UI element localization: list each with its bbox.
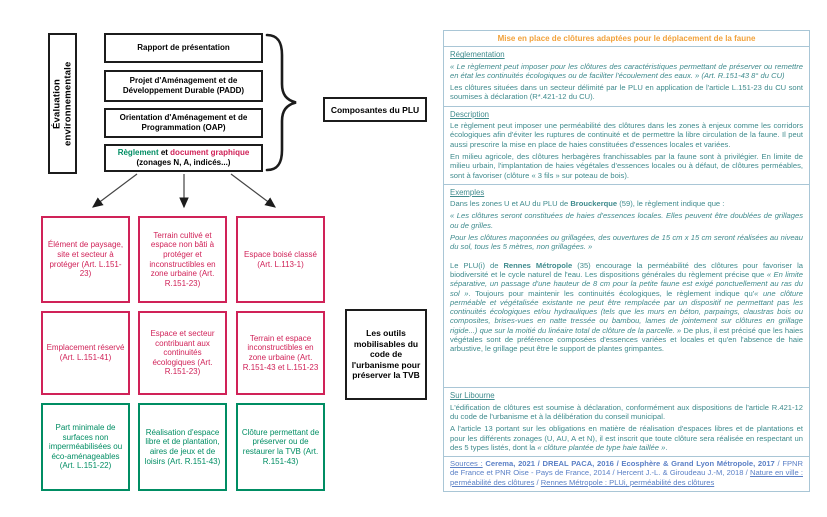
reglementation-p2: Les clôtures situées dans un secteur délimité par le PLU en application de l'article L.151-23 du CU sont soumises à déclaration (R*.421-12 du CU).	[450, 83, 803, 102]
padd-label: Projet d'Aménagement et de Développement Durable (PADD)	[122, 76, 245, 95]
grid-cell-part-minimale: Part minimale de surfaces non imperméabilisées ou éco-aménageables (Art. L.151-22)	[41, 403, 130, 491]
sources-label: Sources :	[450, 459, 483, 469]
description-p1: Le règlement peut imposer une perméabilité des clôtures dans les zones à enjeux comme les corridors écologiques afin d'éviter les ruptures de continuité et de permettre la libre circulation de la faune. Il peut aussi prescrire la mise en place de haies constituées d'essences locales et variées.	[450, 121, 803, 149]
brouckerque-quote1: « Les clôtures seront constituées de haies d'essences locales. Elles peuvent être doublées de grillages ou de grilles.	[450, 211, 803, 230]
rapport-presentation-label: Rapport de présentation	[137, 43, 230, 52]
description-p2: En milieu agricole, des clôtures herbagères franchissables par la faune sont à privilégier. En limite de milieu urbain, l'implantation de haies végétales d'essences locales ou à défaut, de clôtures perméables, sont à favoriser (clôture « 3 fils » sur poteau de bois).	[450, 151, 803, 180]
libourne-p1: L'édification de clôtures est soumise à déclaration, conformément aux dispositions de l'article R.421-12 du code de l'urbanisme et à la délibération du conseil municipal.	[450, 402, 803, 421]
rennes-name: Rennes Métropole	[503, 260, 573, 270]
reglementation-quote: « Le règlement peut imposer pour les clôtures des caractéristiques permettant de préserver ou remettre en état les continuités écologiques ou de faciliter l'écoulement des eaux. » (Art. R.151-43 8° du CU)	[450, 61, 803, 80]
grid-cell-terrain-cultive: Terrain cultivé et espace non bâti à protéger et inconstructibles en zone urbaine (Art. R.151-23)	[138, 216, 227, 303]
reglement-line2: (zonages N, A, indicés...)	[136, 158, 231, 167]
rennes-quote2: « une clôture perméable et végétalisée existante ne peut être remplacée par un dispositif ne permettant pas les continuités écologiques et/ou hydrauliques (tels que les murs en béton, parpaings, claustras bois ou composites, brises-vues en natte tressée ou bambou, lames de jointement sur clôtures en grillage rigide...) que sur la moitié du linéaire total de clôture de la parcelle. »	[450, 288, 804, 335]
grid-cell-element-paysage: Élément de paysage, site et secteur à protéger (Art. L.151-23)	[41, 216, 130, 303]
fiche-title: Mise en place de clôtures adaptées pour le déplacement de la faune	[497, 34, 756, 43]
outils-mobilisables-box	[345, 309, 427, 400]
outils-mobilisables-label: Les outils mobilisables du code de l'urbanisme pour préserver la TVB	[351, 328, 421, 381]
arrow-to-col3	[231, 174, 275, 207]
rennes-quote1: « En limite séparative, un passage d'une hauteur de 8 cm pour la petite faune est exigé ponctuellement au ras du sol »	[450, 269, 803, 298]
rennes-paragraph: Le PLU(i) de Rennes Métropole (35) encourage la perméabilité des clôtures pour favoriser la biodiversité et le cycle naturel de l'eau. Les dispositions générales du règlement précise que « En limite séparative, un passage d'une hauteur de 8 cm pour la petite faune est exigé ponctuellement au ras du sol ». Toujours pour maintenir les continuités écologiques, le règlement indique qu'« une clôture perméable et végétalisée existante ne peut être remplacée par un dispositif ne permettant pas les continuités écologiques et/ou hydrauliques (tels que les murs en béton, parpaings, claustras bois ou composites, brises-vues en natte tressée ou bambou, lames de jointement sur clôtures en grillage rigide...) que sur la moitié du linéaire total de clôture de la parcelle. » De plus, il est précisé que les haies végétales sont de préférence composées d'essences variées et locales et qu'en l'absence de haie arbustive, le grillage peut être le support de plantes grimpantes.	[450, 260, 804, 354]
evaluation-environnementale-box	[48, 33, 77, 174]
brouckerque-name: Brouckerque	[570, 199, 618, 209]
rapport-presentation-box	[104, 33, 263, 63]
link-nature-en-ville[interactable]: Nature en ville : perméabilité des clôtures	[450, 468, 803, 487]
grid-cell-espace-boise: Espace boisé classé (Art. L.113-1)	[236, 216, 325, 303]
grid-cell-emplacement-reserve: Emplacement réservé (Art. L.151-41)	[41, 311, 130, 395]
section-reglementation	[444, 46, 809, 105]
reglement-line1: Règlement et document graphique	[117, 148, 250, 157]
section-description	[444, 106, 809, 184]
composantes-plu-label: Composantes du PLU	[330, 104, 420, 115]
section-libourne	[444, 387, 809, 456]
evaluation-environnementale-label: Évaluation environnementale	[51, 61, 74, 146]
link-rennes-plui[interactable]: Rennes Métropole : PLUi, perméabilité des clôtures	[540, 477, 715, 487]
document-graphique-word: document graphique	[170, 148, 250, 157]
composantes-plu-box	[323, 97, 427, 122]
oap-label: Orientation d'Aménagement et de Programmation (OAP)	[119, 113, 248, 132]
sources-paragraph: Sources : Cerema, 2021 / DREAL PACA, 2016 / Ecosphère & Grand Lyon Métropole, 2017 / FPNR de France et PNR Oise - Pays de France, 2014 / Hercent J.-L. & Giroudeau J.-M, 2018 / Nature en ville : perméabilité des clôtures / Rennes Métropole : PLUi, perméabilité des clôtures	[450, 459, 803, 487]
arrow-to-col1	[93, 174, 137, 207]
description-heading: Description	[450, 109, 489, 119]
section-exemples	[444, 184, 809, 387]
grid-cell-cloture-tvb: Clôture permettant de préserver ou de restaurer la TVB (Art. R.151-43)	[236, 403, 325, 491]
grid-cell-espace-libre: Réalisation d'espace libre et de plantation, aires de jeux et de loisirs (Art. R.151-43)	[138, 403, 227, 491]
plu-brace	[267, 35, 296, 170]
libourne-heading: Sur Libourne	[450, 391, 495, 401]
grid-cell-terrain-inconstructible: Terrain et espace inconstructibles en zone urbaine (Art. R.151-43 et L.151-23	[236, 311, 325, 395]
brouckerque-quote2: Pour les clôtures maçonnées ou grillagées, des ouvertures de 15 cm x 15 cm seront réalisées au niveau du sol, tous les 5 mètres, non grillagées. »	[450, 233, 803, 252]
reglement-box	[104, 144, 263, 172]
libourne-p2: A l'article 13 portant sur les obligations en matière de réalisation d'espaces libres et de plantations et pour les différents zonages (U, AU, A et N), il est inscrit que toute clôture sera réalisée en respectant un des 5 types listés, dont la « clôture plantée de type haie taillée ».	[450, 424, 803, 452]
reglementation-heading: Réglementation	[450, 50, 505, 60]
grid-cell-espace-continuites: Espace et secteur contribuant aux continuités écologiques (Art. R.151-23)	[138, 311, 227, 395]
exemples-heading: Exemples	[450, 187, 485, 197]
fiche-panel	[443, 30, 810, 492]
sources-bold-list: Cerema, 2021 / DREAL PACA, 2016 / Ecosphère & Grand Lyon Métropole, 2017	[482, 459, 775, 469]
reglement-word: Règlement	[117, 148, 159, 157]
section-sources	[444, 456, 809, 491]
oap-box	[104, 108, 263, 138]
exemples-intro: Dans les zones U et AU du PLU de Brouckerque (59), le règlement indique que :	[450, 199, 725, 209]
haie-taillee-quote: « clôture plantée de type haie taillée »	[537, 442, 666, 452]
padd-box	[104, 70, 263, 102]
